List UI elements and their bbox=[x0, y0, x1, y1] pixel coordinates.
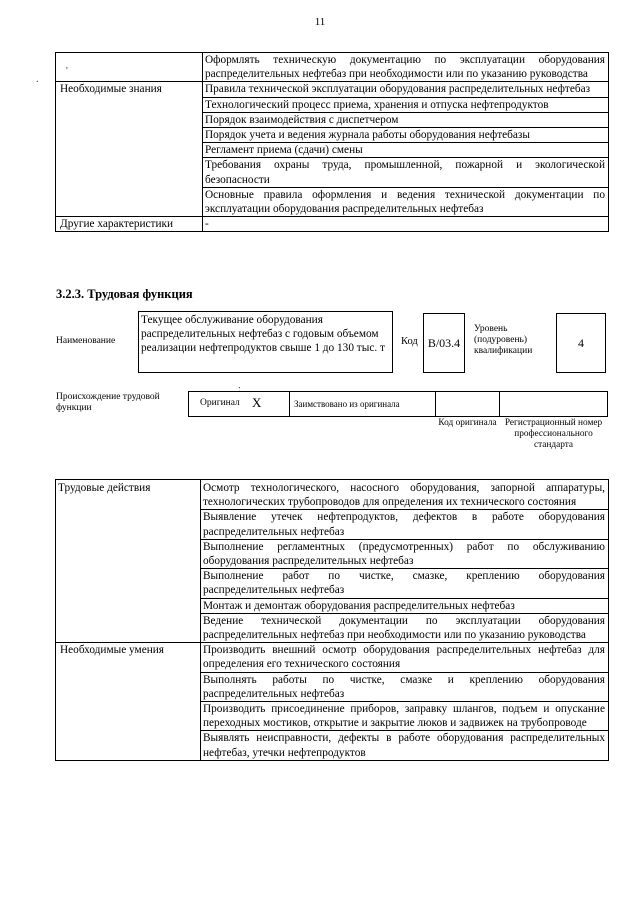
knowledge-item: Порядок учета и ведения журнала работы оборудования нефтебазы bbox=[203, 128, 609, 143]
actions-label: Трудовые действия bbox=[56, 480, 201, 643]
code-original-caption: Код оригинала bbox=[438, 418, 497, 428]
skill-item: Выявлять неисправности, дефекты в работе оборудования распределительных нефтебаз, утечки нефтепродуктов bbox=[201, 731, 609, 760]
action-item: Монтаж и демонтаж оборудования распределительных нефтебаз bbox=[201, 598, 609, 613]
page-number: 11 bbox=[314, 16, 326, 28]
blank-label-cell bbox=[56, 53, 203, 82]
code-value: B/03.4 bbox=[423, 313, 465, 373]
skill-item: Выполнять работы по чистке, смазке и креплению оборудования распределительных нефтебаз bbox=[201, 672, 609, 701]
knowledge-item: Основные правила оформления и ведения технической документации по эксплуатации оборудования распределительных нефтебаз bbox=[203, 187, 609, 216]
knowledge-label: Необходимые знания bbox=[56, 82, 203, 217]
name-label: Наименование bbox=[56, 336, 116, 346]
original-mark: X bbox=[252, 395, 262, 410]
action-item: Выполнение регламентных (предусмотренных) работ по обслуживанию оборудования распределительных нефтебаз bbox=[201, 539, 609, 568]
action-item: Осмотр технологического, насосного оборудования, запорной аппаратуры, технологических трубопроводов для определения их технического состояния bbox=[201, 480, 609, 510]
knowledge-item: Требования охраны труда, промышленной, пожарной и экологической безопасности bbox=[203, 158, 609, 187]
skill-item: Производить внешний осмотр оборудования распределительных нефтебаз для определения его технического состояния bbox=[201, 643, 609, 672]
original-label: Оригинал bbox=[200, 398, 240, 408]
scan-mark: . bbox=[36, 74, 39, 85]
level-value: 4 bbox=[556, 313, 606, 373]
actions-table bbox=[55, 479, 609, 761]
knowledge-item: Правила технической эксплуатации оборудования распределительных нефтебаз bbox=[203, 82, 609, 97]
origin-label: Происхождение трудовой функции bbox=[56, 392, 160, 413]
code-label: Код bbox=[401, 336, 418, 347]
knowledge-table bbox=[55, 52, 609, 232]
borrowed-label: Заимствовано из оригинала bbox=[294, 399, 400, 409]
other-characteristics-label: Другие характеристики bbox=[56, 217, 203, 232]
reg-number-caption: Регистрационный номер профессионального стандарта bbox=[504, 418, 603, 450]
original-cell bbox=[188, 391, 290, 417]
action-item: Ведение технической документации по эксплуатации оборудования распределительных нефтебаз при необходимости или по указанию руководства bbox=[201, 613, 609, 642]
skill-item: Производить присоединение приборов, заправку шлангов, подъем и опускание переходных мостиков, открытие и закрытие люков и задвижек на трубопроводе bbox=[201, 702, 609, 731]
other-characteristics-value: - bbox=[203, 217, 609, 232]
table-cell: Оформлять техническую документацию по эксплуатации оборудования распределительных нефтебаз при необходимости или по указанию руководства bbox=[203, 53, 609, 82]
knowledge-item: Порядок взаимодействия с диспетчером bbox=[203, 112, 609, 127]
level-label: Уровень (подуровень) квалификации bbox=[474, 324, 533, 356]
skills-label: Необходимые умения bbox=[56, 643, 201, 761]
action-item: Выявление утечек нефтепродуктов, дефектов в работе оборудования распределительных нефтебаз bbox=[201, 510, 609, 539]
scan-mark: : bbox=[238, 384, 241, 395]
section-title: 3.2.3. Трудовая функция bbox=[56, 287, 193, 301]
code-original-cell bbox=[435, 391, 500, 417]
borrowed-cell bbox=[289, 391, 436, 417]
reg-number-cell bbox=[499, 391, 608, 417]
knowledge-item: Технологический процесс приема, хранения и отпуска нефтепродуктов bbox=[203, 97, 609, 112]
action-item: Выполнение работ по чистке, смазке, креплению оборудования распределительных нефтебаз bbox=[201, 569, 609, 598]
function-name: Текущее обслуживание оборудования распределительных нефтебаз с годовым объемом реализации нефтепродуктов свыше 1 до 130 тыс. т bbox=[138, 311, 393, 373]
scan-mark: ' bbox=[66, 66, 68, 77]
knowledge-item: Регламент приема (сдачи) смены bbox=[203, 143, 609, 158]
